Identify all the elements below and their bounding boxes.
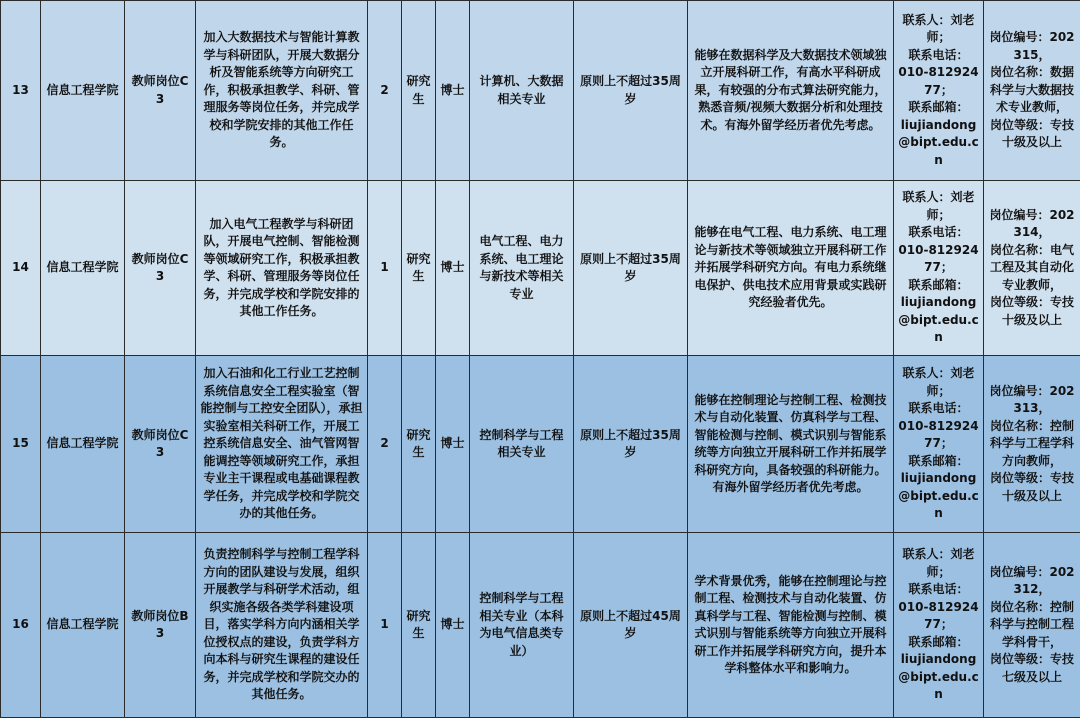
contact-phone-label: 联系电话：: [898, 581, 979, 599]
degree-cell: 博士: [436, 1, 470, 181]
post-cell: 教师岗位C3: [125, 1, 196, 181]
contact-cell: [894, 533, 984, 718]
age-cell: 原则上不超过35周岁: [574, 356, 688, 533]
post-info-cell: [984, 1, 1080, 181]
contact-email-label: 联系邮箱：: [898, 277, 979, 295]
degree-cell: 博士: [436, 533, 470, 718]
row-number: 13: [1, 1, 41, 181]
contact-person: 联系人：刘老师；: [898, 12, 979, 47]
major-cell: 控制科学与工程相关专业: [470, 356, 574, 533]
row-number: 15: [1, 356, 41, 533]
education-cell: 研究生: [402, 356, 436, 533]
major-cell: 计算机、大数据相关专业: [470, 1, 574, 181]
age-cell: 原则上不超过35周岁: [574, 181, 688, 356]
post-level: 岗位等级：专技十级及以上: [988, 294, 1076, 329]
contact-cell: [894, 356, 984, 533]
education-cell: 研究生: [402, 533, 436, 718]
duty-cell: [196, 181, 368, 356]
post-cell: 教师岗位C3: [125, 356, 196, 533]
contact-email-label: 联系邮箱：: [898, 453, 979, 471]
major-cell: 电气工程、电力系统、电工理论与新技术等相关专业: [470, 181, 574, 356]
row-number: 14: [1, 181, 41, 356]
duty-cell: [196, 356, 368, 533]
contact-person: 联系人：刘老师；: [898, 189, 979, 224]
duty-cell: [196, 533, 368, 718]
post-info-cell: [984, 533, 1080, 718]
duty-cell: [196, 1, 368, 181]
contact-person: 联系人：刘老师；: [898, 365, 979, 400]
post-cell: 教师岗位C3: [125, 181, 196, 356]
post-code: 岗位编号：202314，: [988, 207, 1076, 242]
college-cell: 信息工程学院: [41, 533, 125, 718]
college-cell: 信息工程学院: [41, 356, 125, 533]
contact-email: liujiandong@bipt.edu.cn: [898, 651, 979, 704]
contact-email: liujiandong@bipt.edu.cn: [898, 294, 979, 347]
post-name: 岗位名称：数据科学与大数据技术专业教师，: [988, 64, 1076, 117]
contact-phone: 010-81292477；: [898, 64, 979, 99]
college-cell: 信息工程学院: [41, 1, 125, 181]
age-cell: 原则上不超过45周岁: [574, 533, 688, 718]
post-name: 岗位名称：控制科学与控制工程学科骨干，: [988, 599, 1076, 652]
contact-phone: 010-81292477；: [898, 242, 979, 277]
table-row: [1, 533, 1080, 718]
college-cell: 信息工程学院: [41, 181, 125, 356]
row-number: 16: [1, 533, 41, 718]
headcount-cell: 1: [368, 533, 402, 718]
headcount-cell: 2: [368, 1, 402, 181]
post-level: 岗位等级：专技七级及以上: [988, 651, 1076, 686]
contact-person: 联系人：刘老师；: [898, 546, 979, 581]
education-cell: 研究生: [402, 1, 436, 181]
post-name: 岗位名称：电气工程及其自动化专业教师，: [988, 242, 1076, 295]
requirements-cell: 能够在电气工程、电力系统、电工理论与新技术等领域独立开展科研工作并拓展学科研究方向。有电力系统继电保护、供电技术应用背景或实践研究经验者优先。: [688, 181, 894, 356]
requirements-cell: 能够在数据科学及大数据技术领域独立开展科研工作，有高水平科研成果，有较强的分布式算法研究能力，熟悉音频/视频大数据分析和处理技术。有海外留学经历者优先考虑。: [688, 1, 894, 181]
contact-phone: 010-81292477；: [898, 599, 979, 634]
contact-email-label: 联系邮箱：: [898, 99, 979, 117]
contact-email-label: 联系邮箱：: [898, 634, 979, 652]
contact-cell: [894, 1, 984, 181]
contact-phone: 010-81292477；: [898, 418, 979, 453]
contact-cell: [894, 181, 984, 356]
contact-email: liujiandong@bipt.edu.cn: [898, 117, 979, 170]
duty-text: 负责控制科学与控制工程学科方向的团队建设与发展，组织开展教学与科研学术活动，组织实施各级各类学科建设项目，落实学科方向内涵相关学位授权点的建设，负责学科方向本科与研究生课程的建设任务，并完成学校和学院交办的其他任务。: [200, 546, 363, 704]
contact-phone-label: 联系电话：: [898, 400, 979, 418]
post-code: 岗位编号：202313，: [988, 383, 1076, 418]
post-code: 岗位编号：202315，: [988, 29, 1076, 64]
post-level: 岗位等级：专技十级及以上: [988, 117, 1076, 152]
table-row: [1, 181, 1080, 356]
post-code: 岗位编号：202312，: [988, 564, 1076, 599]
post-level: 岗位等级：专技十级及以上: [988, 470, 1076, 505]
contact-phone-label: 联系电话：: [898, 224, 979, 242]
duty-text: 加入石油和化工行业工艺控制系统信息安全工程实验室（智能控制与工控安全团队），承担实验室相关科研工作，开展工控系统信息安全、油气管网智能调控等领域研究工作，承担专业主干课程或电基础课程教学任务，并完成学校和学院交办的其他任务。: [200, 365, 363, 523]
requirements-cell: 学术背景优秀，能够在控制理论与控制工程、检测技术与自动化装置、仿真科学与工程、智能检测与控制、模式识别与智能系统等方向独立开展科研工作并拓展学科研究方向，提升本学科整体水平和影响力。: [688, 533, 894, 718]
post-info-cell: [984, 181, 1080, 356]
duty-text: 加入大数据技术与智能计算教学与科研团队，开展大数据分析及智能系统等方向研究工作，积极承担教学、科研、管理服务等岗位任务，并完成学校和学院安排的其他工作任务。: [200, 29, 363, 152]
contact-phone-label: 联系电话：: [898, 47, 979, 65]
table-row: [1, 356, 1080, 533]
degree-cell: 博士: [436, 181, 470, 356]
headcount-cell: 1: [368, 181, 402, 356]
education-cell: 研究生: [402, 181, 436, 356]
major-cell: 控制科学与工程相关专业（本科为电气信息类专业）: [470, 533, 574, 718]
duty-text: 加入电气工程教学与科研团队，开展电气控制、智能检测等领域研究工作，积极承担教学、科研、管理服务等岗位任务，并完成学校和学院安排的其他工作任务。: [200, 216, 363, 321]
age-cell: 原则上不超过35周岁: [574, 1, 688, 181]
headcount-cell: 2: [368, 356, 402, 533]
contact-email: liujiandong@bipt.edu.cn: [898, 470, 979, 523]
post-name: 岗位名称：控制科学与工程学科方向教师，: [988, 418, 1076, 471]
post-info-cell: [984, 356, 1080, 533]
degree-cell: 博士: [436, 356, 470, 533]
requirements-cell: 能够在控制理论与控制工程、检测技术与自动化装置、仿真科学与工程、智能检测与控制、模式识别与智能系统等方向独立开展科研工作并拓展学科研究方向，具备较强的科研能力。有海外留学经历者优先考虑。: [688, 356, 894, 533]
table-row: [1, 1, 1080, 181]
post-cell: 教师岗位B3: [125, 533, 196, 718]
